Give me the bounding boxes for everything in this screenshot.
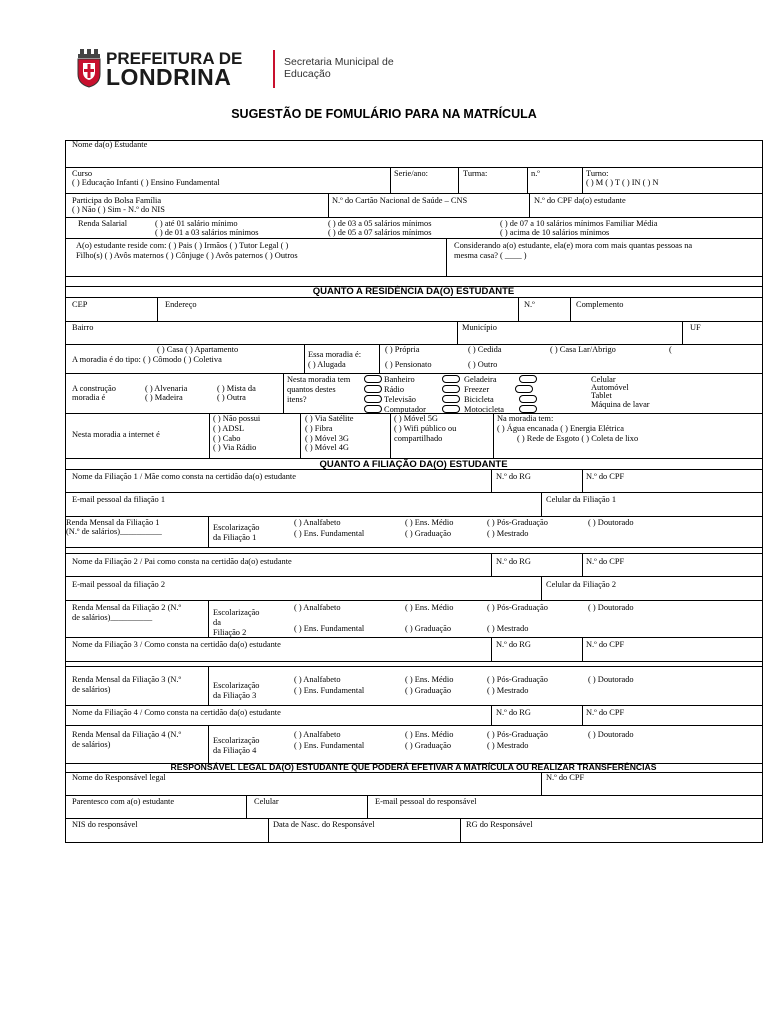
parent3-cpf-label: N.º do CPF (586, 640, 625, 649)
parent3-edu-mestrado[interactable]: ( ) Mestrado (487, 686, 529, 695)
housing-status-label: Essa moradia é: (308, 350, 362, 359)
grid-line (493, 413, 494, 458)
parent4-income-label: Renda Mensal da Filiação 4 (N.º (72, 730, 182, 739)
bicycle-count-field[interactable] (442, 395, 460, 403)
logo-secretaria-line2: Educação (284, 68, 331, 80)
income-option-6[interactable]: ( ) acima de 10 salários mínimos (500, 228, 610, 237)
household-line2[interactable]: mesma casa? ( ____ ) (454, 251, 527, 260)
shift-label: Turno: (586, 169, 609, 178)
car-count-field[interactable] (515, 385, 533, 393)
bathroom-label: Banheiro (384, 375, 415, 384)
form-title: SUGESTÃO DE FOMULÁRIO PARA NA MATRÍCULA (231, 107, 537, 121)
internet-shared: compartilhado (394, 434, 443, 443)
construction-wood[interactable]: ( ) Madeira (145, 393, 183, 402)
grid-line (283, 373, 284, 413)
course-label: Curso (72, 169, 93, 178)
parent1-edu-graduacao[interactable]: ( ) Graduação (405, 529, 452, 538)
fridge-label: Geladeira (464, 375, 497, 384)
parent2-income-field[interactable]: de salários)__________ (72, 613, 153, 622)
grid-line (457, 321, 458, 344)
grid-line (65, 516, 763, 517)
items-label-2: quantos destes (287, 385, 336, 394)
student-cpf-label: N.º do CPF da(o) estudante (534, 196, 626, 205)
motorcycle-label: Motocicleta (464, 405, 504, 414)
shift-options[interactable]: ( ) M ( ) T ( ) IN ( ) N (586, 178, 659, 187)
student-name-label: Nome da(o) Estudante (72, 140, 148, 149)
parent1-edu-medio[interactable]: ( ) Ens. Médio (405, 518, 454, 527)
guardian-cpf-label: N.º do CPF (546, 773, 585, 782)
bathroom-count-field[interactable] (364, 375, 382, 383)
number-label: n.º (531, 169, 540, 178)
grid-line (582, 705, 583, 725)
parent2-phone-label: Celular da Filiação 2 (546, 580, 617, 589)
parent3-edu-pos[interactable]: ( ) Pós-Graduação (487, 675, 548, 684)
parent1-edu-mestrado[interactable]: ( ) Mestrado (487, 529, 529, 538)
grid-line (541, 492, 542, 516)
city-coat-of-arms-icon (74, 48, 104, 88)
grid-line (458, 167, 459, 193)
construction-other[interactable]: ( ) Outra (217, 393, 246, 402)
grid-line (570, 297, 571, 321)
guardian-section-header: RESPONSÁVEL LEGAL DA(O) ESTUDANTE QUE PODERÁ EFETIVAR A MATRÍCULA OU REALIZAR TRANSFERÊNCIAS (170, 762, 657, 772)
grid-line (491, 705, 492, 725)
housing-rented[interactable]: ( ) Alugada (308, 360, 346, 369)
parent2-edu-label-2: da (213, 618, 221, 627)
grid-line (65, 553, 763, 554)
lives-with-line2[interactable]: Filho(s) ( ) Avôs maternos ( ) Cônjuge ( ) Avôs paternos ( ) Outros (76, 251, 298, 260)
parent4-rg-label: N.º do RG (496, 708, 531, 717)
grid-line (527, 167, 528, 193)
internet-radio[interactable]: ( ) Via Rádio (213, 443, 257, 452)
grid-line (582, 637, 583, 661)
internet-adsl[interactable]: ( ) ADSL (213, 424, 245, 433)
freezer-count-field[interactable] (442, 385, 460, 393)
grid-line (65, 193, 763, 194)
grid-line (65, 373, 763, 374)
internet-4g[interactable]: ( ) Móvel 4G (305, 443, 349, 452)
grid-line (65, 795, 763, 796)
grid-line (541, 576, 542, 600)
parent3-income-label: Renda Mensal da Filiação 3 (N.º (72, 675, 182, 684)
tv-count-field[interactable] (364, 395, 382, 403)
parent2-income-label: Renda Mensal da Filiação 2 (N.º (72, 603, 182, 612)
internet-public-wifi[interactable]: ( ) Wifi público ou (394, 424, 457, 433)
grid-line (268, 818, 269, 842)
grid-line (65, 276, 763, 277)
parent1-income-field[interactable]: (N.º de salários)__________ (66, 527, 162, 536)
grid-line (300, 413, 301, 458)
guardian-relation-label: Parentesco com a(o) estudante (72, 797, 175, 806)
household-line1: Considerando a(o) estudante, ela(e) mora com mais quantas pessoas na (454, 241, 693, 250)
grid-line (65, 167, 763, 168)
parent4-edu-doutorado[interactable]: ( ) Doutorado (588, 730, 634, 739)
income-option-4[interactable]: ( ) de 05 a 07 salários mínimos (328, 228, 432, 237)
parent2-edu-graduacao[interactable]: ( ) Graduação (405, 624, 452, 633)
guardian-email-label: E-mail pessoal do responsável (375, 797, 477, 806)
cep-label: CEP (72, 300, 88, 309)
city-label: Município (462, 323, 497, 332)
internet-satellite[interactable]: ( ) Via Satélite (305, 414, 354, 423)
parent4-cpf-label: N.º do CPF (586, 708, 625, 717)
internet-3g[interactable]: ( ) Móvel 3G (305, 434, 349, 443)
grid-line (65, 547, 763, 548)
parent2-edu-fundamental[interactable]: ( ) Ens. Fundamental (294, 624, 365, 633)
grid-line (157, 297, 158, 321)
logo (66, 46, 426, 92)
parent3-edu-doutorado[interactable]: ( ) Doutorado (588, 675, 634, 684)
parent4-edu-pos[interactable]: ( ) Pós-Graduação (487, 730, 548, 739)
grade-label: Serie/ano: (394, 169, 428, 178)
grid-line (390, 167, 391, 193)
grid-line (65, 321, 763, 322)
parent2-edu-label-1: Escolarização (213, 608, 260, 617)
parent2-edu-pos[interactable]: ( ) Pós-Graduação (487, 603, 548, 612)
bolsa-label: Participa do Bolsa Família (72, 196, 162, 205)
parent2-email-label: E-mail pessoal da filiação 2 (72, 580, 166, 589)
housing-pension[interactable]: ( ) Pensionato (385, 360, 432, 369)
parent1-edu-pos[interactable]: ( ) Pós-Graduação (487, 518, 548, 527)
residence-section-header: QUANTO A RESIDÊNCIA DA(O) ESTUDANTE (312, 286, 515, 297)
internet-fiber[interactable]: ( ) Fibra (305, 424, 333, 433)
parent1-income-label: Renda Mensal da Filiação 1 (66, 518, 160, 527)
grid-line (582, 167, 583, 193)
complement-label: Complemento (576, 300, 624, 309)
grid-line (208, 666, 209, 705)
grid-line (65, 666, 763, 667)
grid-line (304, 344, 305, 373)
housing-lent[interactable]: ( ) Cedida (468, 345, 502, 354)
housing-other[interactable]: ( ) Outro (468, 360, 498, 369)
computer-count-field[interactable] (364, 405, 382, 413)
grid-line (65, 637, 763, 638)
fridge-count-field[interactable] (442, 375, 460, 383)
grid-line (491, 553, 492, 576)
grid-line (65, 705, 763, 706)
parent4-name-label: Nome da Filiação 4 / Como consta na certidão da(o) estudante (72, 708, 281, 717)
parent3-name-label: Nome da Filiação 3 / Como consta na certidão da(o) estudante (72, 640, 281, 649)
grid-line (379, 344, 380, 373)
internet-none[interactable]: ( ) Não possui (213, 414, 261, 423)
utilities-label: Na moradia tem: (497, 414, 554, 423)
cns-label: N.º do Cartão Nacional de Saúde – CNS (332, 196, 468, 205)
grid-line (582, 469, 583, 492)
parent3-rg-label: N.º do RG (496, 640, 531, 649)
logo-city-line1: PREFEITURA DE (106, 49, 243, 68)
income-option-1[interactable]: ( ) até 01 salário mínimo (155, 219, 238, 228)
grid-line (65, 140, 66, 842)
computer-label: Computador (384, 405, 426, 414)
income-option-3[interactable]: ( ) de 03 a 05 salários mínimos (328, 219, 432, 228)
parent4-edu-mestrado[interactable]: ( ) Mestrado (487, 741, 529, 750)
guardian-phone-label: Celular (254, 797, 279, 806)
income-label: Renda Salarial (78, 219, 128, 228)
parent4-edu-fundamental[interactable]: ( ) Ens. Fundamental (294, 741, 365, 750)
utilities-water-power[interactable]: ( ) Água encanada ( ) Energia Elétrica (497, 424, 625, 433)
grid-line (65, 661, 763, 662)
items-label-3: itens? (287, 395, 307, 404)
motorcycle-count-field[interactable] (442, 405, 460, 413)
tv-label: Televisão (384, 395, 416, 404)
housing-type-label[interactable]: A moradia é do tipo: ( ) Cômodo ( ) Coletiva (72, 355, 222, 364)
utilities-sewer-trash[interactable]: ( ) Rede de Esgoto ( ) Coleta de lixo (517, 434, 639, 443)
housing-shelter[interactable]: ( ) Casa Lar/Abrigo (550, 345, 616, 354)
grid-line (582, 553, 583, 576)
radio-label: Rádio (384, 385, 405, 394)
internet-cable[interactable]: ( ) Cabo (213, 434, 241, 443)
parent2-edu-medio[interactable]: ( ) Ens. Médio (405, 603, 454, 612)
parent3-income-field[interactable]: de salários) (72, 685, 111, 694)
course-options[interactable]: ( ) Educação Infanti ( ) Ensino Fundamental (72, 178, 220, 187)
construction-label-2: moradia é (72, 393, 106, 402)
phone-label: Celular (591, 375, 616, 384)
grid-line (65, 772, 763, 773)
bicycle-label: Bicicleta (464, 395, 494, 404)
washer-count-field[interactable] (519, 405, 537, 413)
parent1-edu-label-2: da Filiação 1 (213, 533, 257, 542)
parent4-edu-medio[interactable]: ( ) Ens. Médio (405, 730, 454, 739)
grid-line (529, 193, 530, 217)
parents-section-header: QUANTO A FILIAÇÃO DA(O) ESTUDANTE (319, 459, 508, 470)
grid-line (65, 600, 763, 601)
parent4-edu-label-2: da Filiação 4 (213, 746, 257, 755)
grid-line (65, 576, 763, 577)
guardian-rg-label: RG do Responsável (466, 820, 533, 829)
construction-masonry[interactable]: ( ) Alvenaria (145, 384, 188, 393)
radio-count-field[interactable] (364, 385, 382, 393)
parent1-phone-label: Celular da Filiação 1 (546, 495, 617, 504)
parent3-edu-label-1: Escolarização (213, 681, 260, 690)
parent4-edu-label-1: Escolarização (213, 736, 260, 745)
grid-line (491, 637, 492, 661)
grid-line (65, 238, 763, 239)
grid-line (518, 297, 519, 321)
housing-owned[interactable]: ( ) Própria (385, 345, 420, 354)
grid-line (65, 842, 763, 843)
parent2-edu-label-3: Filiação 2 (213, 628, 247, 637)
freezer-label: Freezer (464, 385, 490, 394)
grid-line (65, 818, 763, 819)
parent4-income-field[interactable]: de salários) (72, 740, 111, 749)
parent2-edu-mestrado[interactable]: ( ) Mestrado (487, 624, 529, 633)
parent4-edu-graduacao[interactable]: ( ) Graduação (405, 741, 452, 750)
grid-line (208, 725, 209, 763)
logo-divider (273, 50, 275, 88)
tablet-label: Tablet (591, 391, 612, 400)
logo-city-line2: LONDRINA (106, 64, 232, 90)
parent4-edu-illiterate[interactable]: ( ) Analfabeto (294, 730, 341, 739)
parent2-rg-label: N.º do RG (496, 557, 531, 566)
tablet-count-field[interactable] (519, 395, 537, 403)
logo-secretaria-line1: Secretaria Municipal de (284, 56, 394, 68)
parent1-edu-label-1: Escolarização (213, 523, 260, 532)
grid-line (246, 795, 247, 818)
lives-with-line1[interactable]: A(o) estudante reside com: ( ) Pais ( ) Irmãos ( ) Tutor Legal ( ) (76, 241, 289, 250)
internet-5g[interactable]: ( ) Móvel 5G (394, 414, 438, 423)
bolsa-options[interactable]: ( ) Não ( ) Sim - N.º do NIS (72, 205, 165, 214)
grid-line (460, 818, 461, 842)
construction-label-1: A construção (72, 384, 116, 393)
income-option-2[interactable]: ( ) de 01 a 03 salários mínimos (155, 228, 259, 237)
neighborhood-label: Bairro (72, 323, 94, 332)
car-label: Automóvel (591, 383, 629, 392)
parent3-edu-label-2: da Filiação 3 (213, 691, 257, 700)
grid-line (367, 795, 368, 818)
items-label-1: Nesta moradia tem (287, 375, 351, 384)
parent2-name-label: Nome da Filiação 2 / Pai como consta na certidão da(o) estudante (72, 557, 292, 566)
grid-line (762, 140, 763, 842)
parent3-edu-illiterate[interactable]: ( ) Analfabeto (294, 675, 341, 684)
guardian-nis-label: NIS do responsável (72, 820, 138, 829)
grid-line (328, 193, 329, 217)
grid-line (65, 725, 763, 726)
grid-line (65, 492, 763, 493)
grid-line (446, 238, 447, 276)
washer-label: Máquina de lavar (591, 400, 650, 409)
grid-line (65, 297, 763, 298)
housing-open-paren: ( (669, 345, 672, 354)
parent3-edu-fundamental[interactable]: ( ) Ens. Fundamental (294, 686, 365, 695)
grid-line (208, 600, 209, 637)
address-number-label: N.º (524, 300, 535, 309)
parent2-cpf-label: N.º do CPF (586, 557, 625, 566)
housing-type-options-1[interactable]: ( ) Casa ( ) Apartamento (157, 345, 239, 354)
internet-label: Nesta moradia a internet é (72, 430, 160, 439)
parent1-rg-label: N.º do RG (496, 472, 531, 481)
grid-line (65, 140, 763, 141)
guardian-name-label: Nome do Responsável legal (72, 773, 166, 782)
income-option-5[interactable]: ( ) de 07 a 10 salários mínimos Familiar Média (500, 219, 658, 228)
parent2-edu-doutorado[interactable]: ( ) Doutorado (588, 603, 634, 612)
grid-line (390, 413, 391, 458)
grid-line (65, 217, 763, 218)
parent1-email-label: E-mail pessoal da filiação 1 (72, 495, 166, 504)
parent3-edu-medio[interactable]: ( ) Ens. Médio (405, 675, 454, 684)
parent2-edu-illiterate[interactable]: ( ) Analfabeto (294, 603, 341, 612)
construction-mixed[interactable]: ( ) Mista da (217, 384, 256, 393)
grid-line (209, 413, 210, 458)
parent1-edu-doutorado[interactable]: ( ) Doutorado (588, 518, 634, 527)
parent3-edu-graduacao[interactable]: ( ) Graduação (405, 686, 452, 695)
phone-count-field[interactable] (519, 375, 537, 383)
parent1-name-label: Nome da Filiação 1 / Mãe como consta na certidão da(o) estudante (72, 472, 296, 481)
parent1-cpf-label: N.º do CPF (586, 472, 625, 481)
parent1-edu-illiterate[interactable]: ( ) Analfabeto (294, 518, 341, 527)
guardian-birthdate-label: Data de Nasc. do Responsável (273, 820, 375, 829)
grid-line (208, 516, 209, 547)
class-label: Turma: (463, 169, 488, 178)
state-label: UF (690, 323, 701, 332)
address-label: Endereço (165, 300, 197, 309)
parent1-edu-fundamental[interactable]: ( ) Ens. Fundamental (294, 529, 365, 538)
grid-line (491, 469, 492, 492)
grid-line (682, 321, 683, 344)
grid-line (541, 772, 542, 795)
